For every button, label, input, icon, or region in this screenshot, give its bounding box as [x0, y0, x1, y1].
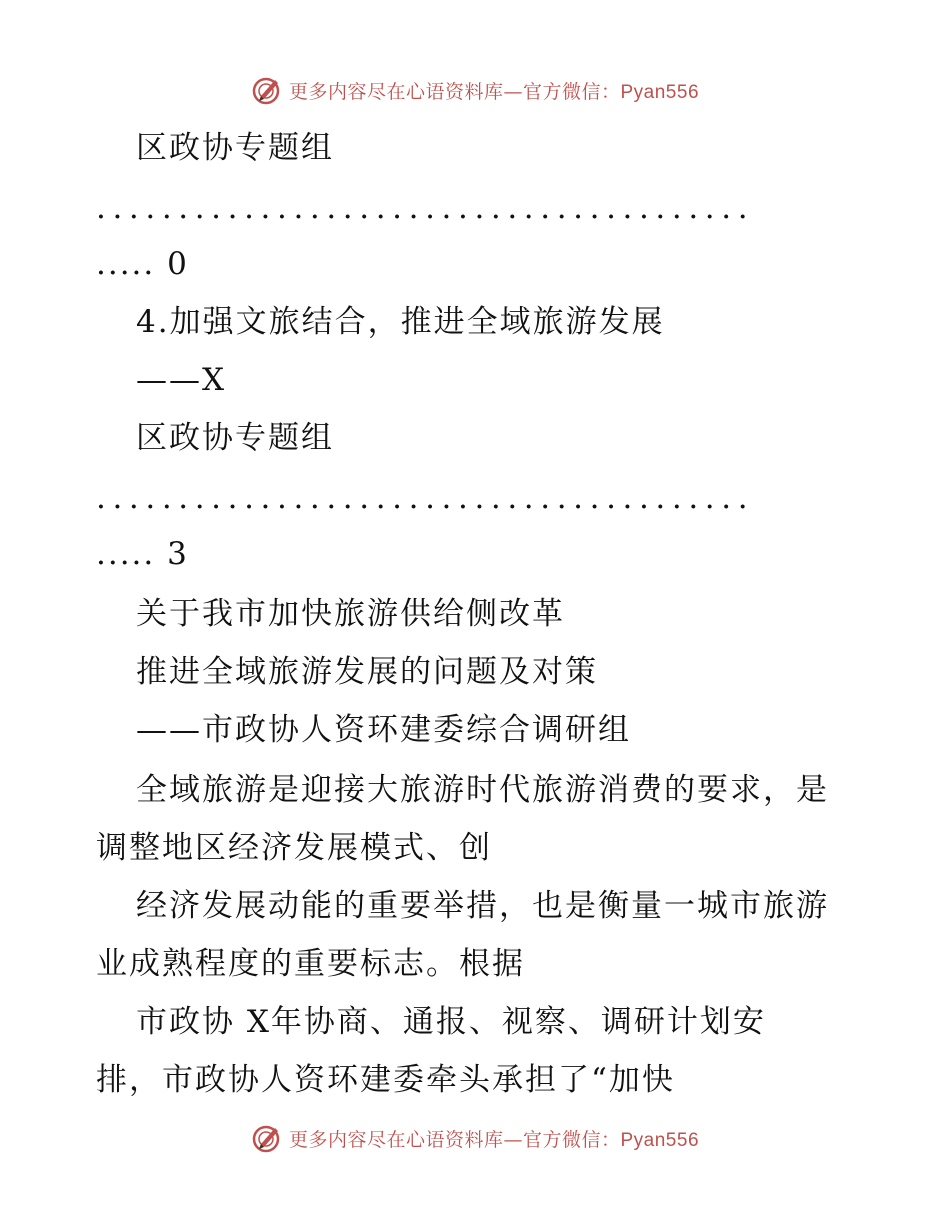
- article-title-line-2: 推进全域旅游发展的问题及对策: [136, 654, 598, 690]
- pen-logo-icon: [251, 1122, 283, 1154]
- toc-dot-leader-1: ........................................: [96, 190, 755, 226]
- banner-wechat-id: Pyan556: [620, 81, 700, 103]
- paragraph-line-4: 业成熟程度的重要标志。根据: [96, 946, 525, 982]
- footer-banner-wechat-id: Pyan556: [620, 1129, 700, 1151]
- footer-banner-main-text: 更多内容尽在心语资料库—官方微信：: [288, 1128, 621, 1151]
- toc-entry-title: 4.加强文旅结合，推进全域旅游发展: [136, 304, 665, 340]
- article-author: ——市政协人资环建委综合调研组: [136, 712, 631, 748]
- banner-main-text: 更多内容尽在心语资料库—官方微信：: [288, 80, 621, 103]
- text-line-1: 区政协专题组: [136, 130, 334, 166]
- paragraph-line-3: 经济发展动能的重要举措，也是衡量一城市旅游: [136, 888, 829, 924]
- toc-entry-author: ——X: [136, 362, 227, 398]
- paragraph-line-6: 排，市政协人资环建委牵头承担了“加快: [96, 1062, 675, 1098]
- toc-page-number-2: ..... 3: [96, 536, 189, 572]
- paragraph-line-2: 调整地区经济发展模式、创: [96, 830, 492, 866]
- paragraph-line-1: 全域旅游是迎接大旅游时代旅游消费的要求，是: [136, 772, 829, 808]
- article-title-line-1: 关于我市加快旅游供给侧改革: [136, 596, 565, 632]
- toc-page-number-1: ..... 0: [96, 246, 189, 282]
- toc-entry-org: 区政协专题组: [136, 420, 334, 456]
- paragraph-line-5: 市政协 X年协商、通报、视察、调研计划安: [136, 1004, 766, 1040]
- footer-banner: [0, 1118, 950, 1158]
- footer-banner-inner: [251, 1122, 699, 1154]
- toc-dot-leader-2: ........................................: [96, 480, 755, 516]
- footer-banner-text: [289, 1125, 699, 1152]
